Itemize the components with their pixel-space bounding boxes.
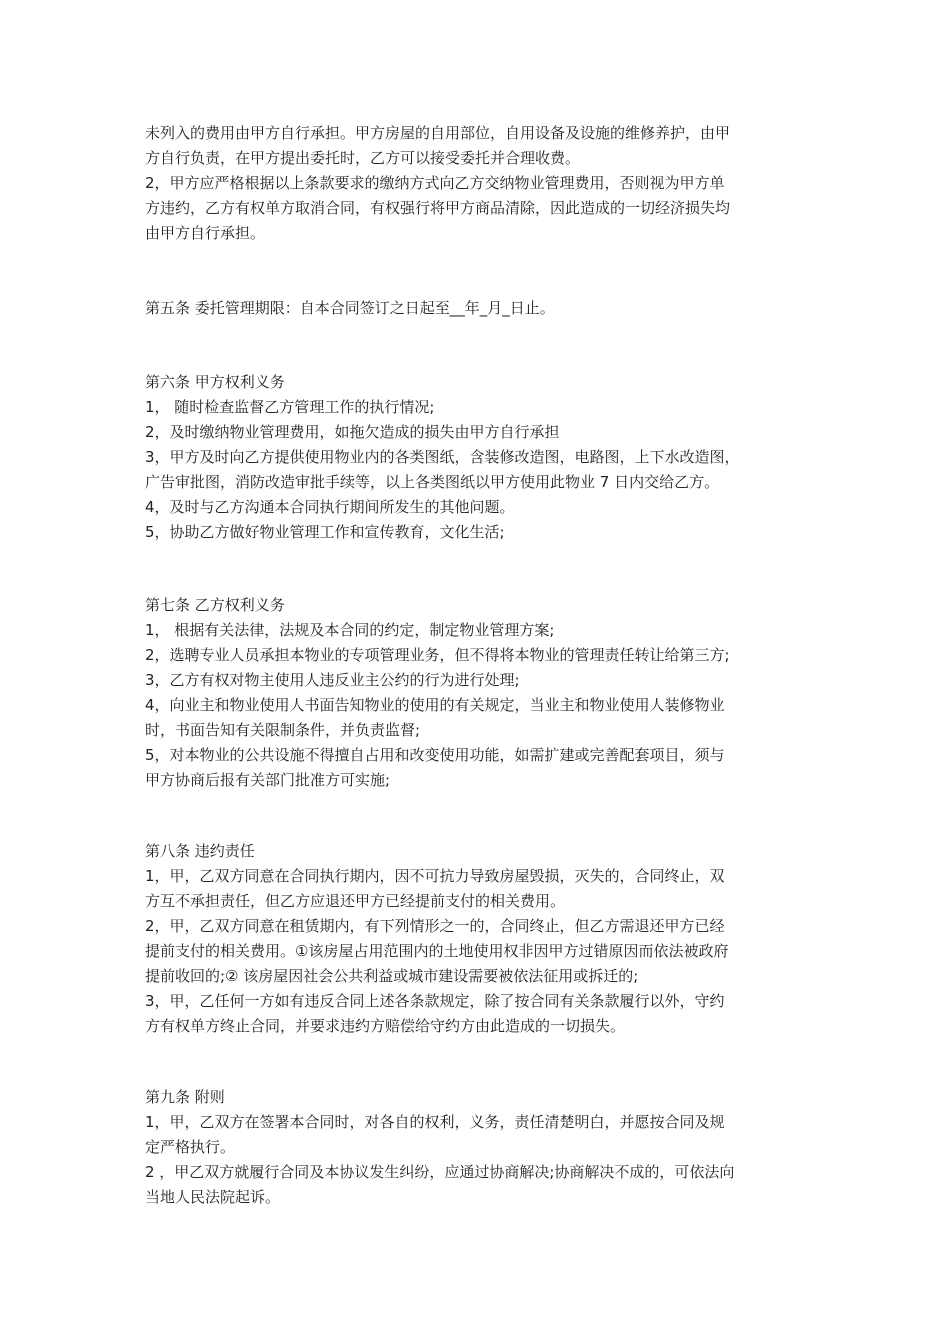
section-heading-article-9: 第九条 附则: [145, 1088, 225, 1106]
list-item: 3，甲，乙任何一方如有违反合同上述各条款规定，除了按合同有关条款履行以外，守约: [145, 992, 725, 1010]
list-item-continuation: 广告审批图，消防改造审批手续等，以上各类图纸以甲方使用此物业 7 日内交给乙方。: [145, 473, 720, 491]
section-heading-article-7: 第七条 乙方权利义务: [145, 596, 285, 614]
list-item: 5，协助乙方做好物业管理工作和宣传教育，文化生活;: [145, 523, 505, 541]
list-item: 4，向业主和物业使用人书面告知物业的使用的有关规定，当业主和物业使用人装修物业: [145, 696, 725, 714]
list-item-continuation: 方有权单方终止合同，并要求违约方赔偿给守约方由此造成的一切损失。: [145, 1017, 626, 1035]
list-item: 1， 随时检查监督乙方管理工作的执行情况;: [145, 398, 435, 416]
list-item: 3，乙方有权对物主使用人违反业主公约的行为进行处理;: [145, 671, 520, 689]
list-item: 2，甲，乙双方同意在租赁期内，有下列情形之一的，合同终止，但乙方需退还甲方已经: [145, 917, 725, 935]
list-item-continuation: 提前支付的相关费用。①该房屋占用范围内的土地使用权非因甲方过错原因而依法被政府: [145, 942, 729, 960]
text-line: 由甲方自行承担。: [145, 224, 266, 242]
list-item: 1， 根据有关法律，法规及本合同的约定，制定物业管理方案;: [145, 621, 555, 639]
list-item-continuation: 甲方协商后报有关部门批准方可实施;: [145, 771, 391, 789]
text-line: 方违约，乙方有权单方取消合同，有权强行将甲方商品清除，因此造成的一切经济损失均: [145, 199, 731, 217]
list-item: 1，甲，乙双方同意在合同执行期内，因不可抗力导致房屋毁损，灭失的，合同终止，双: [145, 867, 725, 885]
list-item: 3，甲方及时向乙方提供使用物业内的各类图纸，含装修改造图，电路图，上下水改造图，: [145, 448, 740, 466]
list-item: 4，及时与乙方沟通本合同执行期间所发生的其他问题。: [145, 498, 515, 516]
list-item-continuation: 定严格执行。: [145, 1138, 236, 1156]
text-line: 2，甲方应严格根据以上条款要求的缴纳方式向乙方交纳物业管理费用，否则视为甲方单: [145, 174, 725, 192]
list-item-continuation: 提前收回的;② 该房屋因社会公共利益或城市建设需要被依法征用或拆迁的;: [145, 967, 639, 985]
list-item-continuation: 当地人民法院起诉。: [145, 1188, 281, 1206]
section-heading-article-5: 第五条 委托管理期限：自本合同签订之日起至__年_月_日止。: [145, 299, 555, 317]
section-heading-article-6: 第六条 甲方权利义务: [145, 373, 285, 391]
list-item: 5，对本物业的公共设施不得擅自占用和改变使用功能，如需扩建或完善配套项目，须与: [145, 746, 725, 764]
list-item: 2，及时缴纳物业管理费用，如拖欠造成的损失由甲方自行承担: [145, 423, 560, 441]
text-line: 方自行负责，在甲方提出委托时，乙方可以接受委托并合理收费。: [145, 149, 581, 167]
list-item-continuation: 时，书面告知有关限制条件，并负责监督;: [145, 721, 421, 739]
list-item: 1，甲，乙双方在签署本合同时，对各自的权利，义务，责任清楚明白，并愿按合同及规: [145, 1113, 725, 1131]
list-item: 2，选聘专业人员承担本物业的专项管理业务，但不得将本物业的管理责任转让给第三方;: [145, 646, 730, 664]
section-heading-article-8: 第八条 违约责任: [145, 842, 255, 860]
list-item: 2 ，甲乙双方就履行合同及本协议发生纠纷，应通过协商解决;协商解决不成的，可依法向: [145, 1163, 735, 1181]
text-line: 未列入的费用由甲方自行承担。甲方房屋的自用部位，自用设备及设施的维修养护，由甲: [145, 124, 731, 142]
list-item-continuation: 方互不承担责任，但乙方应退还甲方已经提前支付的相关费用。: [145, 892, 566, 910]
